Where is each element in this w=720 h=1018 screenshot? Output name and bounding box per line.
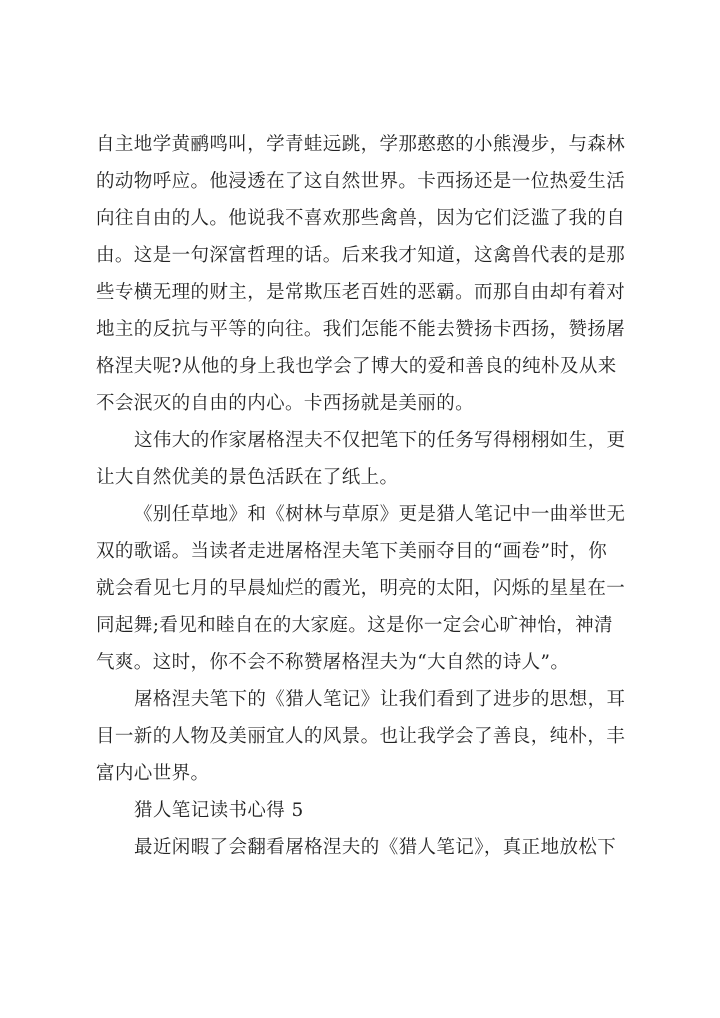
text-line: 格涅夫呢?从他的身上我也学会了博大的爱和善良的纯朴及从来 [96,356,617,377]
text-line: 这伟大的作家屠格涅夫不仅把笔下的任务写得栩栩如生，更 [134,430,626,451]
section-heading: 猎人笔记读书心得 5 [134,800,304,821]
paragraph-1 [96,126,640,422]
text-line: 气爽。这时，你不会不称赞屠格涅夫为“大自然的诗人”。 [96,652,570,673]
paragraph-2 [96,422,640,496]
document-page [96,126,640,866]
text-line: 向往自由的人。他说我不喜欢那些禽兽，因为它们泛滥了我的自 [96,208,626,229]
paragraph-4 [96,681,640,792]
text-line: 些专横无理的财主，是常欺压老百姓的恶霸。而那自由却有着对 [96,282,626,303]
paragraph-3 [96,496,640,681]
text-line: 由。这是一句深富哲理的话。后来我才知道，这禽兽代表的是那 [96,245,626,266]
text-line: 目一新的人物及美丽宜人的风景。也让我学会了善良，纯朴，丰 [96,726,626,747]
text-line: 让大自然优美的景色活跃在了纸上。 [96,467,399,488]
paragraph-5 [96,829,640,866]
text-line: 自主地学黄鹂鸣叫，学青蛙远跳，学那憨憨的小熊漫步，与森林 [96,134,626,155]
text-line: 屠格涅夫笔下的《猎人笔记》让我们看到了进步的思想，耳 [134,689,626,710]
text-line: 《别任草地》和《树林与草原》更是猎人笔记中一曲举世无 [134,504,626,525]
text-line: 不会泯灭的自由的内心。卡西扬就是美丽的。 [96,393,475,414]
text-line: 最近闲暇了会翻看屠格涅夫的《猎人笔记》，真正地放松下 [134,837,617,858]
text-line: 同起舞;看见和睦自在的大家庭。这是你一定会心旷神怡，神清 [96,615,613,636]
text-line: 地主的反抗与平等的向往。我们怎能不能去赞扬卡西扬，赞扬屠 [96,319,626,340]
text-line: 双的歌谣。当读者走进屠格涅夫笔下美丽夺目的“画卷”时，你 [96,541,608,562]
text-line: 的动物呼应。他浸透在了这自然世界。卡西扬还是一位热爱生活 [96,171,626,192]
text-line: 富内心世界。 [96,763,210,784]
text-line: 就会看见七月的早晨灿烂的霞光，明亮的太阳，闪烁的星星在一 [96,578,626,599]
